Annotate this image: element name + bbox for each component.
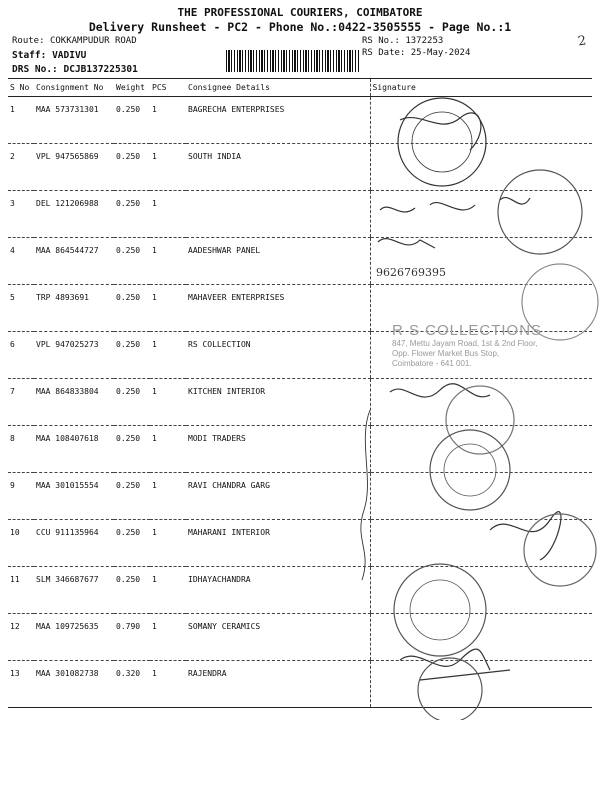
pcs-value: 1: [152, 105, 157, 114]
cell-consignment: [34, 614, 114, 661]
table-row: [8, 97, 592, 144]
cell-pcs: [150, 97, 186, 144]
pcs-value: 1: [152, 246, 157, 255]
cell-consignee: [186, 144, 370, 191]
table-row: [8, 614, 592, 661]
pcs-value: 1: [152, 528, 157, 537]
sno-value: 12: [10, 622, 20, 631]
cell-weight: [114, 426, 150, 473]
weight-value: 0.250: [116, 105, 141, 114]
cell-sno: [8, 144, 34, 191]
signature-cell: [370, 379, 592, 426]
cell-consignee: [186, 97, 370, 144]
pcs-value: 1: [152, 152, 157, 161]
consignee-value: RAJENDRA: [188, 669, 227, 678]
weight-value: 0.250: [116, 152, 141, 161]
column-header: Signature: [370, 79, 592, 97]
cell-weight: [114, 238, 150, 285]
column-header: Consignee Details: [186, 79, 370, 97]
weight-value: 0.250: [116, 528, 141, 537]
table-header-row: [8, 79, 592, 97]
stamp-name: R S COLLECTIONS: [392, 322, 543, 339]
pcs-value: 1: [152, 575, 157, 584]
consignment-value: VPL 947025273: [36, 340, 99, 349]
sno-value: 8: [10, 434, 15, 443]
signature-cell: [370, 191, 592, 238]
weight-value: 0.250: [116, 575, 141, 584]
pcs-value: 1: [152, 293, 157, 302]
table-row: [8, 238, 592, 285]
consignee-value: BAGRECHA ENTERPRISES: [188, 105, 285, 114]
cell-sno: [8, 661, 34, 708]
consignee-value: KITCHEN INTERIOR: [188, 387, 266, 396]
consignment-value: MAA 864544727: [36, 246, 99, 255]
column-header: Consignment No: [34, 79, 114, 97]
rs-number: RS No.: 1372253: [362, 36, 444, 46]
column-header: PCS: [150, 79, 186, 97]
signature-cell: [370, 473, 592, 520]
pcs-value: 1: [152, 481, 157, 490]
cell-weight: [114, 379, 150, 426]
consignment-value: TRP 4893691: [36, 293, 89, 302]
weight-value: 0.250: [116, 340, 141, 349]
handwritten-page-mark: 2: [576, 33, 588, 50]
consignment-value: MAA 109725635: [36, 622, 99, 631]
weight-value: 0.250: [116, 199, 141, 208]
consignee-value: RS COLLECTION: [188, 340, 251, 349]
cell-sno: [8, 191, 34, 238]
route-line: [12, 36, 137, 47]
table-row: [8, 567, 592, 614]
table-row: [8, 144, 592, 191]
cell-sno: [8, 426, 34, 473]
rs-collections-stamp: [392, 322, 592, 369]
pcs-value: 1: [152, 622, 157, 631]
pcs-value: 1: [152, 434, 157, 443]
route-value: COKKAMPUDUR ROAD: [49, 36, 137, 46]
cell-pcs: [150, 567, 186, 614]
weight-value: 0.250: [116, 387, 141, 396]
consignee-value: SOUTH INDIA: [188, 152, 241, 161]
rs-date: RS Date: 25-May-2024: [362, 48, 471, 58]
runsheet-subtitle: Delivery Runsheet - PC2 - Phone No.:0422-3505555 - Page No.:1: [88, 20, 512, 34]
cell-consignee: [186, 191, 370, 238]
cell-consignment: [34, 97, 114, 144]
cell-consignee: [186, 567, 370, 614]
signature-cell: [370, 520, 592, 567]
cell-pcs: [150, 332, 186, 379]
cell-consignee: [186, 238, 370, 285]
table-row: [8, 520, 592, 567]
cell-consignee: [186, 379, 370, 426]
cell-weight: [114, 144, 150, 191]
route-label: Route:: [12, 36, 45, 46]
cell-pcs: [150, 285, 186, 332]
consignee-value: MAHARANI INTERIOR: [188, 528, 270, 537]
table-row: [8, 191, 592, 238]
cell-consignee: [186, 661, 370, 708]
document-title: THE PROFESSIONAL COURIERS, COIMBATORE: [177, 6, 423, 19]
cell-consignee: [186, 426, 370, 473]
cell-sno: [8, 567, 34, 614]
table-row: [8, 379, 592, 426]
consignment-value: VPL 947565869: [36, 152, 99, 161]
cell-consignment: [34, 567, 114, 614]
cell-sno: [8, 473, 34, 520]
column-header: S No: [8, 79, 34, 97]
column-header: Weight: [114, 79, 150, 97]
stamp-address-line: 847, Mettu Jayam Road, 1st & 2nd Floor,: [392, 339, 538, 348]
sno-value: 9: [10, 481, 15, 490]
sno-value: 10: [10, 528, 20, 537]
consignee-value: RAVI CHANDRA GARG: [188, 481, 270, 490]
cell-weight: [114, 473, 150, 520]
stamp-address-line: Opp. Flower Market Bus Stop,: [392, 349, 500, 358]
cell-pcs: [150, 661, 186, 708]
table-row: [8, 473, 592, 520]
cell-sno: [8, 238, 34, 285]
weight-value: 0.250: [116, 481, 141, 490]
sno-value: 7: [10, 387, 15, 396]
cell-consignee: [186, 285, 370, 332]
signature-cell: [370, 661, 592, 708]
cell-consignment: [34, 520, 114, 567]
barcode: [226, 50, 360, 72]
drs-label: DRS No.:: [12, 64, 58, 75]
cell-weight: [114, 285, 150, 332]
signature-cell: [370, 614, 592, 661]
sno-value: 2: [10, 152, 15, 161]
cell-pcs: [150, 614, 186, 661]
cell-pcs: [150, 473, 186, 520]
cell-consignment: [34, 191, 114, 238]
consignee-value: IDHAYACHANDRA: [188, 575, 251, 584]
cell-sno: [8, 379, 34, 426]
pcs-value: 1: [152, 387, 157, 396]
cell-consignment: [34, 238, 114, 285]
staff-label: Staff:: [12, 50, 47, 61]
consignee-value: MAHAVEER ENTERPRISES: [188, 293, 285, 302]
sno-value: 11: [10, 575, 20, 584]
weight-value: 0.320: [116, 669, 141, 678]
cell-consignee: [186, 614, 370, 661]
cell-consignment: [34, 661, 114, 708]
stamp-address-line: Coimbatore - 641 001.: [392, 359, 472, 368]
consignment-value: MAA 573731301: [36, 105, 99, 114]
cell-sno: [8, 520, 34, 567]
cell-sno: [8, 285, 34, 332]
cell-pcs: [150, 520, 186, 567]
cell-weight: [114, 332, 150, 379]
consignee-value: MODI TRADERS: [188, 434, 246, 443]
consignee-value: SOMANY CERAMICS: [188, 622, 261, 631]
signature-cell: [370, 97, 592, 144]
cell-consignment: [34, 426, 114, 473]
cell-sno: [8, 97, 34, 144]
cell-consignment: [34, 379, 114, 426]
weight-value: 0.250: [116, 246, 141, 255]
cell-consignment: [34, 144, 114, 191]
weight-value: 0.790: [116, 622, 141, 631]
sno-value: 6: [10, 340, 15, 349]
cell-consignment: [34, 332, 114, 379]
cell-weight: [114, 661, 150, 708]
drs-line: [12, 64, 138, 75]
runsheet-table: [8, 78, 592, 708]
table-row: [8, 661, 592, 708]
signature-cell: [370, 567, 592, 614]
consignment-value: CCU 911135964: [36, 528, 99, 537]
cell-weight: [114, 191, 150, 238]
cell-pcs: [150, 238, 186, 285]
consignee-value: AADESHWAR PANEL: [188, 246, 261, 255]
cell-consignment: [34, 285, 114, 332]
consignment-value: DEL 121206988: [36, 199, 99, 208]
sno-value: 4: [10, 246, 15, 255]
pcs-value: 1: [152, 199, 157, 208]
staff-line: [12, 50, 86, 61]
cell-consignee: [186, 332, 370, 379]
cell-consignee: [186, 473, 370, 520]
cell-sno: [8, 614, 34, 661]
signature-cell: [370, 144, 592, 191]
signature-cell: [370, 426, 592, 473]
cell-pcs: [150, 379, 186, 426]
cell-pcs: [150, 191, 186, 238]
sno-value: 13: [10, 669, 20, 678]
drs-value: DCJB137225301: [63, 64, 138, 75]
sno-value: 1: [10, 105, 15, 114]
cell-consignee: [186, 520, 370, 567]
cell-pcs: [150, 426, 186, 473]
signature-cell: [370, 238, 592, 285]
handwritten-phone: 9626769395: [376, 266, 446, 279]
cell-consignment: [34, 473, 114, 520]
sno-value: 5: [10, 293, 15, 302]
pcs-value: 1: [152, 340, 157, 349]
cell-weight: [114, 614, 150, 661]
cell-weight: [114, 97, 150, 144]
weight-value: 0.250: [116, 293, 141, 302]
sno-value: 3: [10, 199, 15, 208]
consignment-value: MAA 108407618: [36, 434, 99, 443]
staff-value: VADIVU: [52, 50, 87, 61]
consignment-value: SLM 346687677: [36, 575, 99, 584]
consignment-value: MAA 301082738: [36, 669, 99, 678]
weight-value: 0.250: [116, 434, 141, 443]
cell-weight: [114, 520, 150, 567]
pcs-value: 1: [152, 669, 157, 678]
cell-sno: [8, 332, 34, 379]
table-row: [8, 426, 592, 473]
consignment-value: MAA 301015554: [36, 481, 99, 490]
cell-pcs: [150, 144, 186, 191]
consignment-value: MAA 864833804: [36, 387, 99, 396]
cell-weight: [114, 567, 150, 614]
